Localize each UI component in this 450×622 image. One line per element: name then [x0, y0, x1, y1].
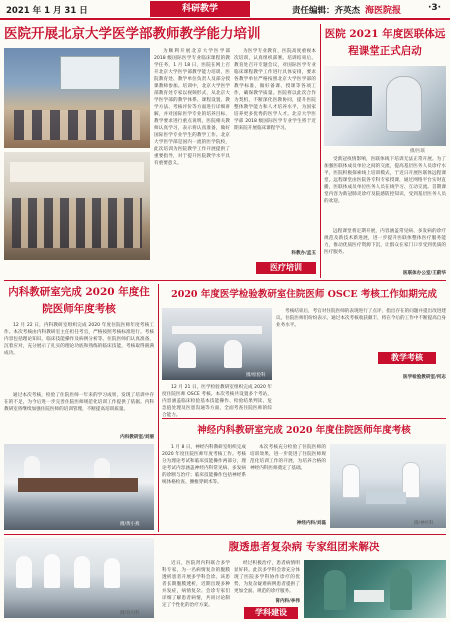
article4-body: 12 月 21 日，医学检验教研室组织完成 2020 年度住院医师 OSCE 考核。本次考核共设置多个考站，内容涵盖临床检验基本技能操作、检验结果判读、危急值处理及医患沟通等方面，全面考查住院医师的综合能力。: [162, 385, 272, 418]
article5-body: 1 月 8 日，神经内科教研室组织完成 2020 年度住院医师年度考核工作。考核分为理论考试和临床技能操作两部分，理论考试内容涵盖神经内科常见病、多发病的诊断与治疗；临床技能操作包括神经系统体格检查、腰椎穿刺术等。: [162, 445, 246, 485]
page-header: [0, 0, 450, 20]
divider-h-1: [4, 280, 446, 281]
article3-photo: [4, 444, 154, 530]
article5-byline: 神经内科/刘磊: [296, 521, 326, 526]
article3-byline: 内科教研室/刘丽: [120, 435, 154, 440]
article4-photo: [162, 308, 272, 380]
article4-byline: 医学检验教研室/何志: [402, 375, 446, 380]
article1-byline: 科教办/孟玉: [291, 251, 316, 256]
article2-byline: 医联体办公室/王蔚华: [402, 271, 446, 276]
article6-body-cont: 经过积极治疗，患者病情明显好转。此次多学科会诊充分体现了医院多学科协作诊疗的优势，为复杂疑难病例患者提供了更加全面、规范的诊疗服务。: [234, 561, 300, 594]
article4-title: 2020 年度医学检验教研室住院医师 OSCE 考核工作如期完成: [171, 289, 437, 300]
divider-h-3: [4, 534, 446, 535]
article1-tag: 医疗培训: [256, 262, 316, 274]
article6-byline: 肾内科/李伟: [275, 599, 300, 604]
divider-v-mid: [158, 284, 159, 532]
article3-title: 内科教研室完成 2020 年度住院医师年度考核: [8, 286, 150, 315]
article1-title: 医院开展北京大学医学部教师教学能力培训: [4, 26, 261, 42]
article3-body: 12 月 22 日，内科教研室组织完成 2020 年度住院医师年度考核工作。本次考核由内科教研室主任担任考官，严格按照考核标准进行。考核内容包括理论知识、临床技能操作及病例分析等。住院医师们认真准备，沉着应对，充分展示了扎实的理论功底和熟练的临床技能，考核取得圆满成功。: [4, 323, 154, 356]
article2-body-cont: 远程课堂将定期开展，内容涵盖常见病、多发病的诊疗规范及新技术新进展，进一步提升医联体整体医疗服务能力，推动优质医疗资源下沉，让群众在家门口享受到优质的医疗服务。: [324, 229, 446, 255]
article5-title: 神经内科教研室完成 2020 年度住院医师年度考核: [197, 425, 411, 436]
article6-photo-caption: 摄/肾内科: [120, 611, 140, 616]
article5-photo: [330, 444, 446, 528]
article5-body-cont: 本次考核充分检验了住院医师的培训效果，进一步促进了住院医师规范化培训工作的开展，为培养合格的神经内科医师奠定了基础。: [250, 445, 326, 471]
article6-body: 近日，医院肾内科联合多学科专家，为一名病情复杂的腹膜透析患者开展多学科会诊。该患者长期腹膜透析，近期出现多种并发症，病情复杂。会诊专家们详细了解患者病情，共同讨论制定了个性化的治疗方案。: [162, 561, 230, 608]
paper-name: 海医院报: [365, 6, 402, 16]
editor-credit: 责任编辑：齐英杰: [292, 6, 361, 16]
divider-v-top: [320, 24, 321, 278]
article5-photo-caption: 摄/神经科: [414, 521, 434, 526]
article1-body-cont: 为医学专业教育，医院高度重视本次培训，认真组织部署。培训结束后，教育处召开专题会议，对国际医学专业临床课程教学工作进行具体安排，要求各教学单位严格按照北京大学医学部的教学标准，做好备课、授课等各项工作，确保教学质量。医院将以此次合作为契机，不断深化医教协同，提升医院整体教学能力和人才培养水平，为国家培养更多优秀的医学人才。北京大学医学部 2018 级国际医学专业学生将于近期来院开展临床课程学习。: [234, 49, 316, 131]
article4-photo-caption: 摄/检验科: [246, 373, 266, 378]
article2-photo: [324, 66, 446, 146]
article3-photo-caption: 摄/黄小燕: [120, 522, 140, 527]
article4-tag: 教学考核: [378, 352, 436, 364]
article6-title: 腹透患者复杂病 专家组团来解决: [228, 541, 380, 553]
article6-photo-left: [4, 538, 154, 618]
page-number: ·3·: [428, 3, 442, 13]
article6-tag: 学科建设: [244, 607, 298, 619]
article4-body-more: [276, 346, 446, 348]
article2-photo-caption: 摄/医联: [410, 149, 426, 154]
article2-body: 受新冠疫情影响，医联体线下培训无法正常开展。为了加强医联体成员单位之间的交流，提高基层医务人员诊疗水平，医院积极探索线上培训模式，于近日开展医联体远程课堂。远程课堂由医院各专科专家授课，通过网络平台实时直播，医联体成员单位医务人员在线学习、互动交流。首期课堂内容为新冠肺炎诊疗及院感防控知识，受到基层医务人员的欢迎。: [324, 157, 446, 204]
article1-photo-1: [4, 48, 150, 148]
article1-body: 为顺利开展北京大学医学部 2018 级国际医学专业临床课程的教学任务，1 月 18 日，医院在网上召开北京大学医学部教学能力培训，医院教育处、教学单位负责人及部分授课教师参加。培训中，北京大学医学部教育处专家以视频形式，从北京大学医学部的教学体系、课程设置、教学方法、考核评价等方面进行详细讲解，并对国际医学专业的培养目标、教学要求进行重点说明。医院相关教师认真学习，表示将认真准备，做好国际医学专业学生的教学工作。北京大学医学部是国内一流的医学院校，此次培训为医院教学工作开展提供了重要指导，对于提升医院教学水平具有重要意义。: [154, 49, 230, 166]
section-band: 科研教学: [150, 1, 250, 17]
article4-body-cont: 考核结束后，考官对住院医师的表现进行了点评，指出存在的问题并提出改进建议。住院医师们纷纷表示，通过本次考核收获颇丰，将在今后的工作中不断提高自身业务水平。: [276, 309, 446, 328]
issue-date: 2021 年 1 月 31 日: [6, 6, 88, 16]
article2-title: 医院 2021 年度医联体远程课堂正式启动: [324, 28, 446, 57]
article6-photo-right: [304, 560, 446, 618]
divider-h-2: [162, 418, 446, 419]
article1-photo-2: [4, 152, 150, 260]
article3-body-cont: 通过本次考核，检验了住院医师一年来的学习成果，发现了培训中存在的不足，为今后进一步完善住院医师规范化培训工作提供了依据。内科教研室将继续加强住院医师的培训管理，不断提高培训质量。: [4, 393, 154, 412]
